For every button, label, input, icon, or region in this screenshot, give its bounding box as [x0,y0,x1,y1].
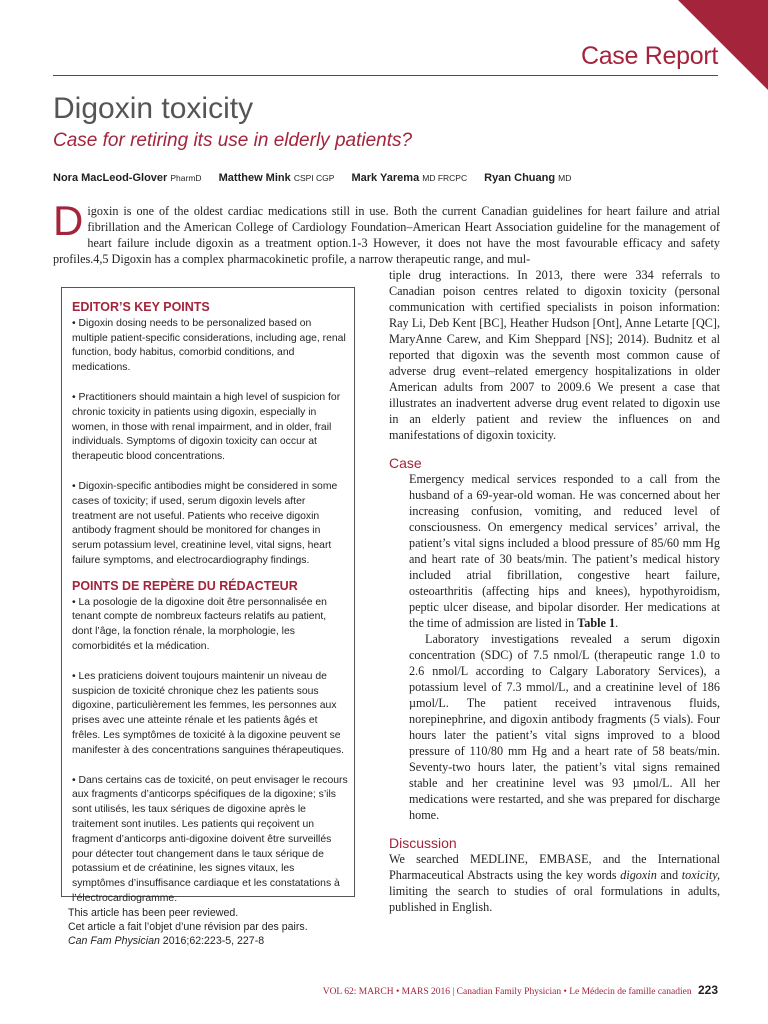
key-points-heading-fr: POINTS DE REPÈRE DU RÉDACTEUR [72,578,298,593]
intro-text: igoxin is one of the oldest cardiac medications still in use. Both the current Canadian guidelines for heart failure and atrial fibrillation and the American College of Cardiology Foundation–American Heart Association guideline for the management of heart failure include digoxin as a treatment option.1-3 However, it does not have the most favourable efficacy and safety profiles.4,5 Digoxin has a complex pharmacokinetic profile, a narrow therapeutic range, and mul- [53,204,720,266]
review-note-en: This article has been peer reviewed. [68,907,239,919]
right-column [389,267,720,915]
key-point: • Digoxin dosing needs to be personalized based on multiple patient-specific considerations, including age, renal function, body habitus, comorbid conditions, and medications. [72,317,346,374]
page-footer [323,983,718,997]
drop-cap: D [53,197,84,244]
intro-continuation: tiple drug interactions. In 2013, there were 334 referrals to Canadian poison centres related to digoxin toxicity (personal communication with certified specialists in poison information: Ray Li, Deb Kent [BC], Heather Hudson [Ont], Anne Letarte [QC], MaryAnne Carew, and Kim Sheppard [NS]; 2014). Budnitz et al reported that digoxin was the seventh most common cause of adverse drug event–related emergency hospitalizations in older American adults from 2007 to 2009.6 We present a case that illustrates an inadvertent adverse drug event related to digoxin use in an elderly patient and review the influences on and manifestations of digoxin toxicity. [389,268,720,442]
review-note-fr: Cet article a fait l’objet d’une révision par des pairs. [68,920,308,933]
author-name: Mark Yarema [351,172,420,184]
header-rule [53,75,718,76]
article-title: Digoxin toxicity [53,92,254,125]
article-subtitle: Case for retiring its use in elderly patients? [53,130,413,151]
author-credentials: MD FRCPC [422,173,468,183]
discussion-paragraph: We searched MEDLINE, EMBASE, and the International Pharmaceutical Abstracts using the key words digoxin and toxicity, limiting the search to studies of oral formulations in adults, published in English. [389,852,721,914]
author-name: Nora MacLeod-Glover [53,172,168,184]
key-points-box [61,287,355,904]
case-section [389,471,720,823]
author-credentials: PharmD [170,173,202,183]
author-credentials: CSPI CGP [293,173,335,183]
author-list [53,172,585,184]
key-point: • La posologie de la digoxine doit être personnalisée en tenant compte de nombreux facteurs relatifs au patient, dont l’âge, la fonction rénale, la morphologie, les comorbidités et la médication. [72,596,327,652]
key-point: • Les praticiens doivent toujours maintenir un niveau de suspicion de toxicité chronique chez les patients sous digoxine, particulièrement les femmes, les personnes aux prises avec une atteinte rénale et les patients âgés et frêles. Les symptômes de toxicité à la digoxine peuvent se manifester à des concentrations sanguines thérapeutiques. [72,670,345,756]
author [53,172,202,184]
case-heading: Case [389,455,422,471]
key-point: • Practitioners should maintain a high level of suspicion for chronic toxicity in patients using digoxin, especially in women, in those with renal impairment, and in older, frail individuals. Symptoms of digoxin toxicity can occur at therapeutic blood concentrations. [72,391,341,463]
author-name: Matthew Mink [218,172,291,184]
section-label: Case Report [580,42,718,70]
author [484,172,571,184]
case-paragraph: Laboratory investigations revealed a serum digoxin concentration (SDC) of 7.5 nmol/L (therapeutic range 1.0 to 2.6 nmol/L according to Calgary Laboratory Services), a potassium level of 7.3 mmol/L, and a creatinine level of 186 µmol/L. The patient received intravenous fluids, norepinephrine, and digoxin antibody fragments (5 vials). Four hours later the patient’s vital signs improved to a blood pressure of 110/80 mm Hg and a heart rate of 58 beats/min. Seventy-two hours later, the patient’s vital signs remained stable and her creatinine level was 93 µmol/L. All her medications were restarted, and she was prepared for discharge home. [409,632,720,822]
page-number: 223 [697,983,718,997]
author-name: Ryan Chuang [484,172,556,184]
author [352,172,468,184]
key-point: • Dans certains cas de toxicité, on peut envisager le recours aux fragments d’anticorps spécifiques de la digoxine; s’ils sont utilisés, les taux sériques de digoxine après le traitement sont inutiles. Les patients qui reçoivent un fragment d’anticorps anti-digoxine doivent être surveillés pour détecter tout changement dans le taux sérique de potassium et de créatinine, les signes vitaux, les symptômes d’insuffisance cardiaque et les constatations à l’électrocardiogramme. [72,774,348,904]
citation: Can Fam Physician 2016;62:223-5, 227-8 [68,934,265,947]
intro-paragraph [53,197,720,267]
review-note [68,907,358,948]
author [219,172,335,184]
footer-issue: VOL 62: MARCH • MARS 2016 | Canadian Family Physician • Le Médecin de famille canadien [322,987,692,997]
author-credentials: MD [558,173,572,183]
key-points-heading-en: EDITOR’S KEY POINTS [72,300,210,314]
discussion-heading: Discussion [389,835,457,851]
case-paragraph: Emergency medical services responded to a call from the husband of a 69-year-old woman. He was concerned about her increasing confusion, vomiting, and reduced level of consciousness. On emergency medical services’ arrival, the patient’s vital signs included a blood pressure of 85/60 mm Hg and heart rate of 30 beats/min. The patient’s medical history included atrial fibrillation, congestive heart failure, osteoarthritis (affecting hips and knees), hypothyroidism, peptic ulcer disease, and bipolar disorder. Her medications at the time of admission are listed in Table 1. [409,472,720,630]
key-point: • Digoxin-specific antibodies might be considered in some cases of toxicity; if used, serum digoxin levels after treatment are not useful. Patients who receive digoxin antibody fragment should be monitored for changes in serum potassium level, creatinine level, vital signs, heart failure symptoms, and electrocardiography findings. [72,480,338,566]
table-reference-link[interactable]: Table 1 [577,616,616,630]
